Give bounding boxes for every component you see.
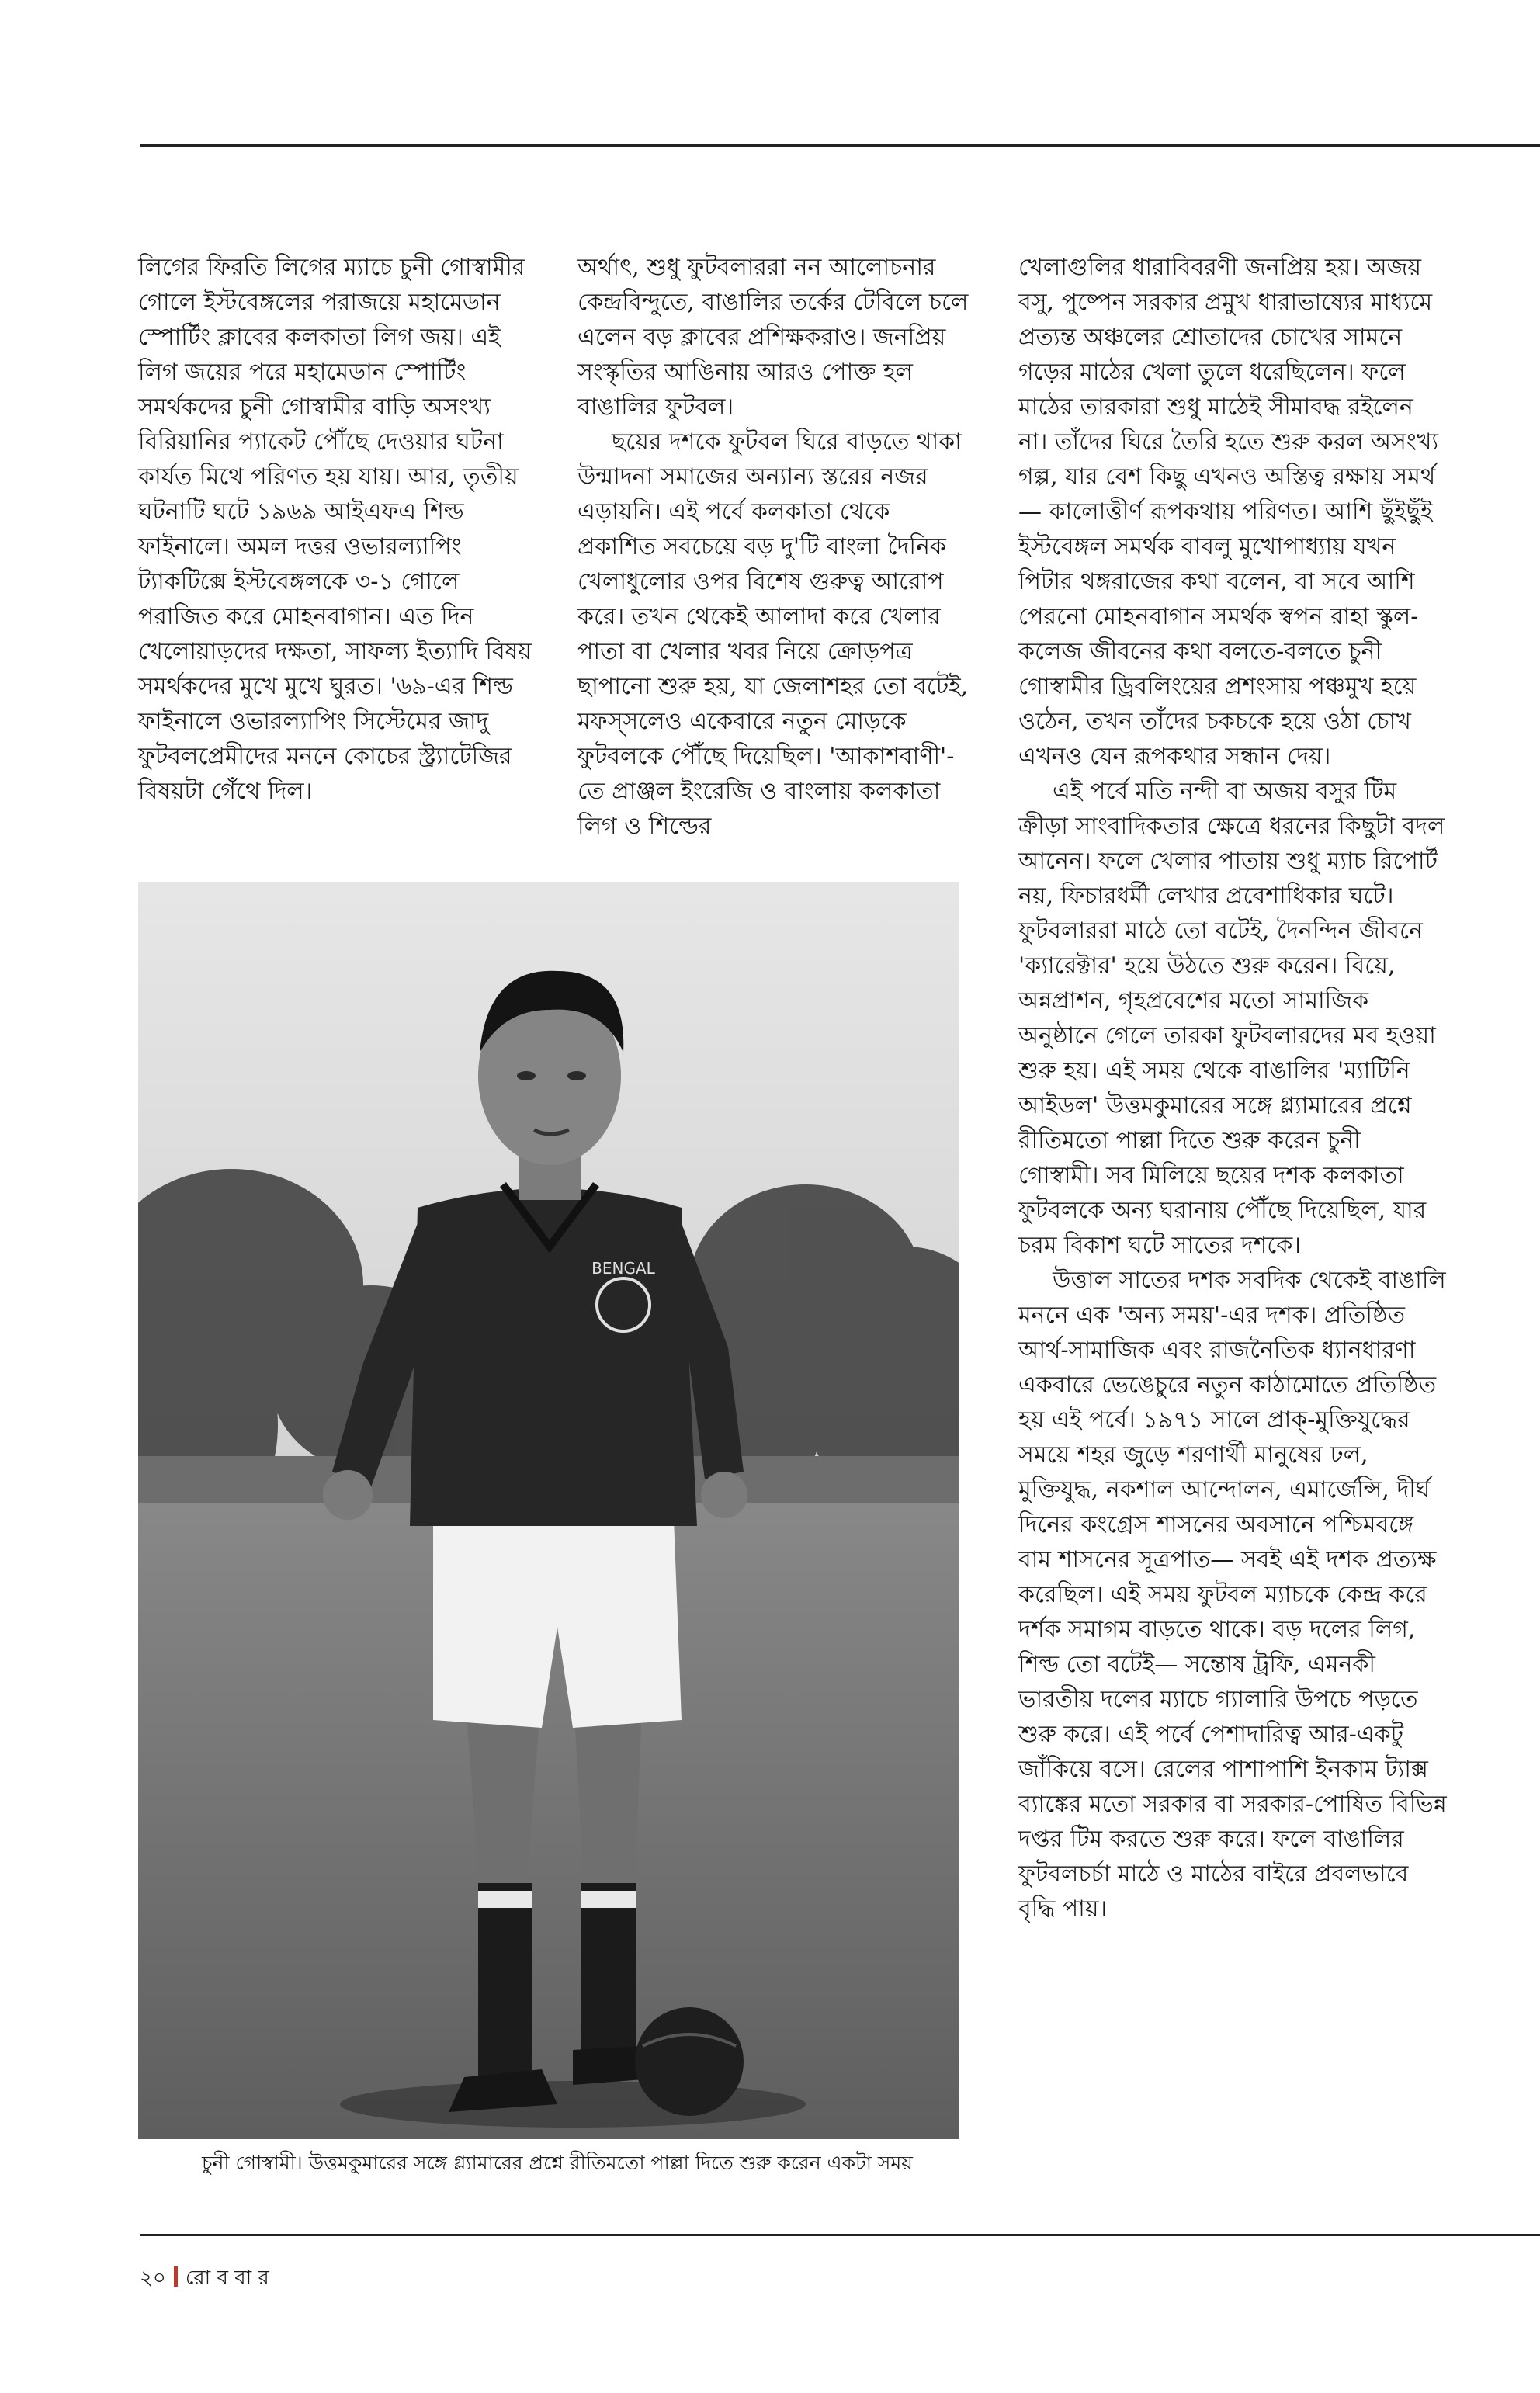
bottom-rule (140, 2234, 1540, 2236)
paragraph: খেলাগুলির ধারাবিবরণী জনপ্রিয় হয়। অজয় বসু, পুষ্পেন সরকার প্রমুখ ধারাভাষ্যের মাধ্যমে প্রত্যন্ত অঞ্চলের শ্রোতাদের চোখের সামনে গড়ের মাঠের খেলা তুলে ধরেছিলেন। ফলে মাঠের তারকারা শুধু মাঠেই সীমাবদ্ধ রইলেন না। তাঁদের ঘিরে তৈরি হতে শুরু করল অসংখ্য গল্প, যার বেশ কিছু এখনও অস্তিত্ব রক্ষায় সমর্থ— কালোত্তীর্ণ রূপকথায় পরিণত। আশি ছুঁইছুঁই ইস্টবেঙ্গল সমর্থক বাবলু মুখোপাধ্যায় যখন পিটার থঙ্গরাজের কথা বলেন, বা সবে আশি পেরনো মোহনবাগান সমর্থক স্বপন রাহা স্কুল-কলেজ জীবনের কথা বলতে-বলতে চুনী গোস্বামীর ড্রিবলিংয়ের প্রশংসায় পঞ্চমুখ হয়ে ওঠেন, তখন তাঁদের চকচকে হয়ে ওঠা চোখ এখনও যেন রূপকথার সন্ধান দেয়। (1018, 254, 1439, 770)
magazine-name: রো ব বা র (185, 2266, 269, 2290)
page-footer (140, 2265, 269, 2291)
article-column-2 (578, 250, 975, 844)
article-column-3 (1018, 250, 1447, 1927)
page-number: ২০ (140, 2266, 166, 2290)
top-rule (140, 144, 1540, 147)
footballer-illustration (138, 882, 959, 2139)
paragraph: এই পর্বে মতি নন্দী বা অজয় বসুর টিম ক্রীড়া সাংবাদিকতার ক্ষেত্রে ধরনের কিছুটা বদল আনেন। ফলে খেলার পাতায় শুধু ম্যাচ রিপোর্ট নয়, ফিচারধর্মী লেখার প্রবেশাধিকার ঘটে। ফুটবলাররা মাঠে তো বটেই, দৈনন্দিন জীবনে 'ক্যারেক্টার' হয়ে উঠতে শুরু করেন। বিয়ে, অন্নপ্রাশন, গৃহপ্রবেশের মতো সামাজিক অনুষ্ঠানে গেলে তারকা ফুটবলারদের মব হওয়া শুরু হয়। এই সময় থেকে বাঙালির 'ম্যাটিনি আইডল' উত্তমকুমারের সঙ্গে গ্ল্যামারের প্রশ্নে রীতিমতো পাল্লা দিতে শুরু করেন চুনী গোস্বামী। সব মিলিয়ে ছয়ের দশক কলকাতা ফুটবলকে অন্য ঘরানায় পৌঁছে দিয়েছিল, যার চরম বিকাশ ঘটে সাতের দশকে। (1018, 778, 1445, 1259)
footballer-photo (138, 882, 959, 2139)
photo-caption: চুনী গোস্বামী। উত্তমকুমারের সঙ্গে গ্ল্যামারের প্রশ্নে রীতিমতো পাল্লা দিতে শুরু করেন একটা সময় (201, 2152, 914, 2174)
article-column-1 (138, 250, 536, 809)
jersey-badge-text: BENGAL (591, 1259, 655, 1278)
paragraph: অর্থাৎ, শুধু ফুটবলাররা নন আলোচনার কেন্দ্রবিন্দুতে, বাঙালির তর্কের টেবিলে চলে এলেন বড় ক্লাবের প্রশিক্ষকরাও। জনপ্রিয় সংস্কৃতির আঙিনায় আরও পোক্ত হল বাঙালির ফুটবল। (578, 254, 969, 421)
paragraph: উত্তাল সাতের দশক সবদিক থেকেই বাঙালি মননে এক 'অন্য সময়'-এর দশক। প্রতিষ্ঠিত আর্থ-সামাজিক এবং রাজনৈতিক ধ্যানধারণা একবারে ভেঙেচুরে নতুন কাঠামোতে প্রতিষ্ঠিত হয় এই পর্বে। ১৯৭১ সালে প্রাক্-মুক্তিযুদ্ধের সময়ে শহর জুড়ে শরণার্থী মানুষের ঢল, মুক্তিযুদ্ধ, নকশাল আন্দোলন, এমার্জেন্সি, দীর্ঘ দিনের কংগ্রেস শাসনের অবসানে পশ্চিমবঙ্গে বাম শাসনের সূত্রপাত— সবই এই দশক প্রত্যক্ষ করেছিল। এই সময় ফুটবল ম্যাচকে কেন্দ্র করে দর্শক সমাগম বাড়তে থাকে। বড় দলের লিগ, শিল্ড তো বটেই— সন্তোষ ট্রফি, এমনকী ভারতীয় দলের ম্যাচে গ্যালারি উপচে পড়তে শুরু করে। এই পর্বে পেশাদারিত্ব আর-একটু জাঁকিয়ে বসে। রেলের পাশাপাশি ইনকাম ট্যাক্স ব্যাঙ্কের মতো সরকার বা সরকার-পোষিত বিভিন্ন দপ্তর টিম করতে শুরু করে। ফলে বাঙালির ফুটবলচর্চা মাঠে ও মাঠের বাইরে প্রবলভাবে বৃদ্ধি পায়। (1018, 1267, 1447, 1923)
paragraph: লিগের ফিরতি লিগের ম্যাচে চুনী গোস্বামীর গোলে ইস্টবেঙ্গলের পরাজয়ে মহামেডান স্পোর্টিং ক্লাবের কলকাতা লিগ জয়। এই লিগ জয়ের পরে মহামেডান স্পোর্টিং সমর্থকদের চুনী গোস্বামীর বাড়ি অসংখ্য বিরিয়ানির প্যাকেট পৌঁছে দেওয়ার ঘটনা কার্যত মিথে পরিণত হয় যায়। আর, তৃতীয় ঘটনাটি ঘটে ১৯৬৯ আইএফএ শিল্ড ফাইনালে। অমল দত্তর ওভারল্যাপিং ট্যাকটিক্সে ইস্টবেঙ্গলকে ৩-১ গোলে পরাজিত করে মোহনবাগান। এত দিন খেলোয়াড়দের দক্ষতা, সাফল্য ইত্যাদি বিষয় সমর্থকদের মুখে মুখে ঘুরত। '৬৯-এর শিল্ড ফাইনালে ওভারল্যাপিং সিস্টেমের জাদু ফুটবলপ্রেমীদের মননে কোচের স্ট্র্যাটেজির বিষয়টা গেঁথে দিল। (138, 254, 532, 805)
footer-separator (174, 2266, 178, 2287)
paragraph: ছয়ের দশকে ফুটবল ঘিরে বাড়তে থাকা উন্মাদনা সমাজের অন্যান্য স্তরের নজর এড়ায়নি। এই পর্বে কলকাতা থেকে প্রকাশিত সবচেয়ে বড় দু'টি বাংলা দৈনিক খেলাধুলোর ওপর বিশেষ গুরুত্ব আরোপ করে। তখন থেকেই আলাদা করে খেলার পাতা বা খেলার খবর নিয়ে ক্রোড়পত্র ছাপানো শুরু হয়, যা জেলাশহর তো বটেই, মফস্সলেও একেবারে নতুন মোড়কে ফুটবলকে পৌঁছে দিয়েছিল। 'আকাশবাণী'-তে প্রাঞ্জল ইংরেজি ও বাংলায় কলকাতা লিগ ও শিল্ডের (578, 428, 969, 840)
